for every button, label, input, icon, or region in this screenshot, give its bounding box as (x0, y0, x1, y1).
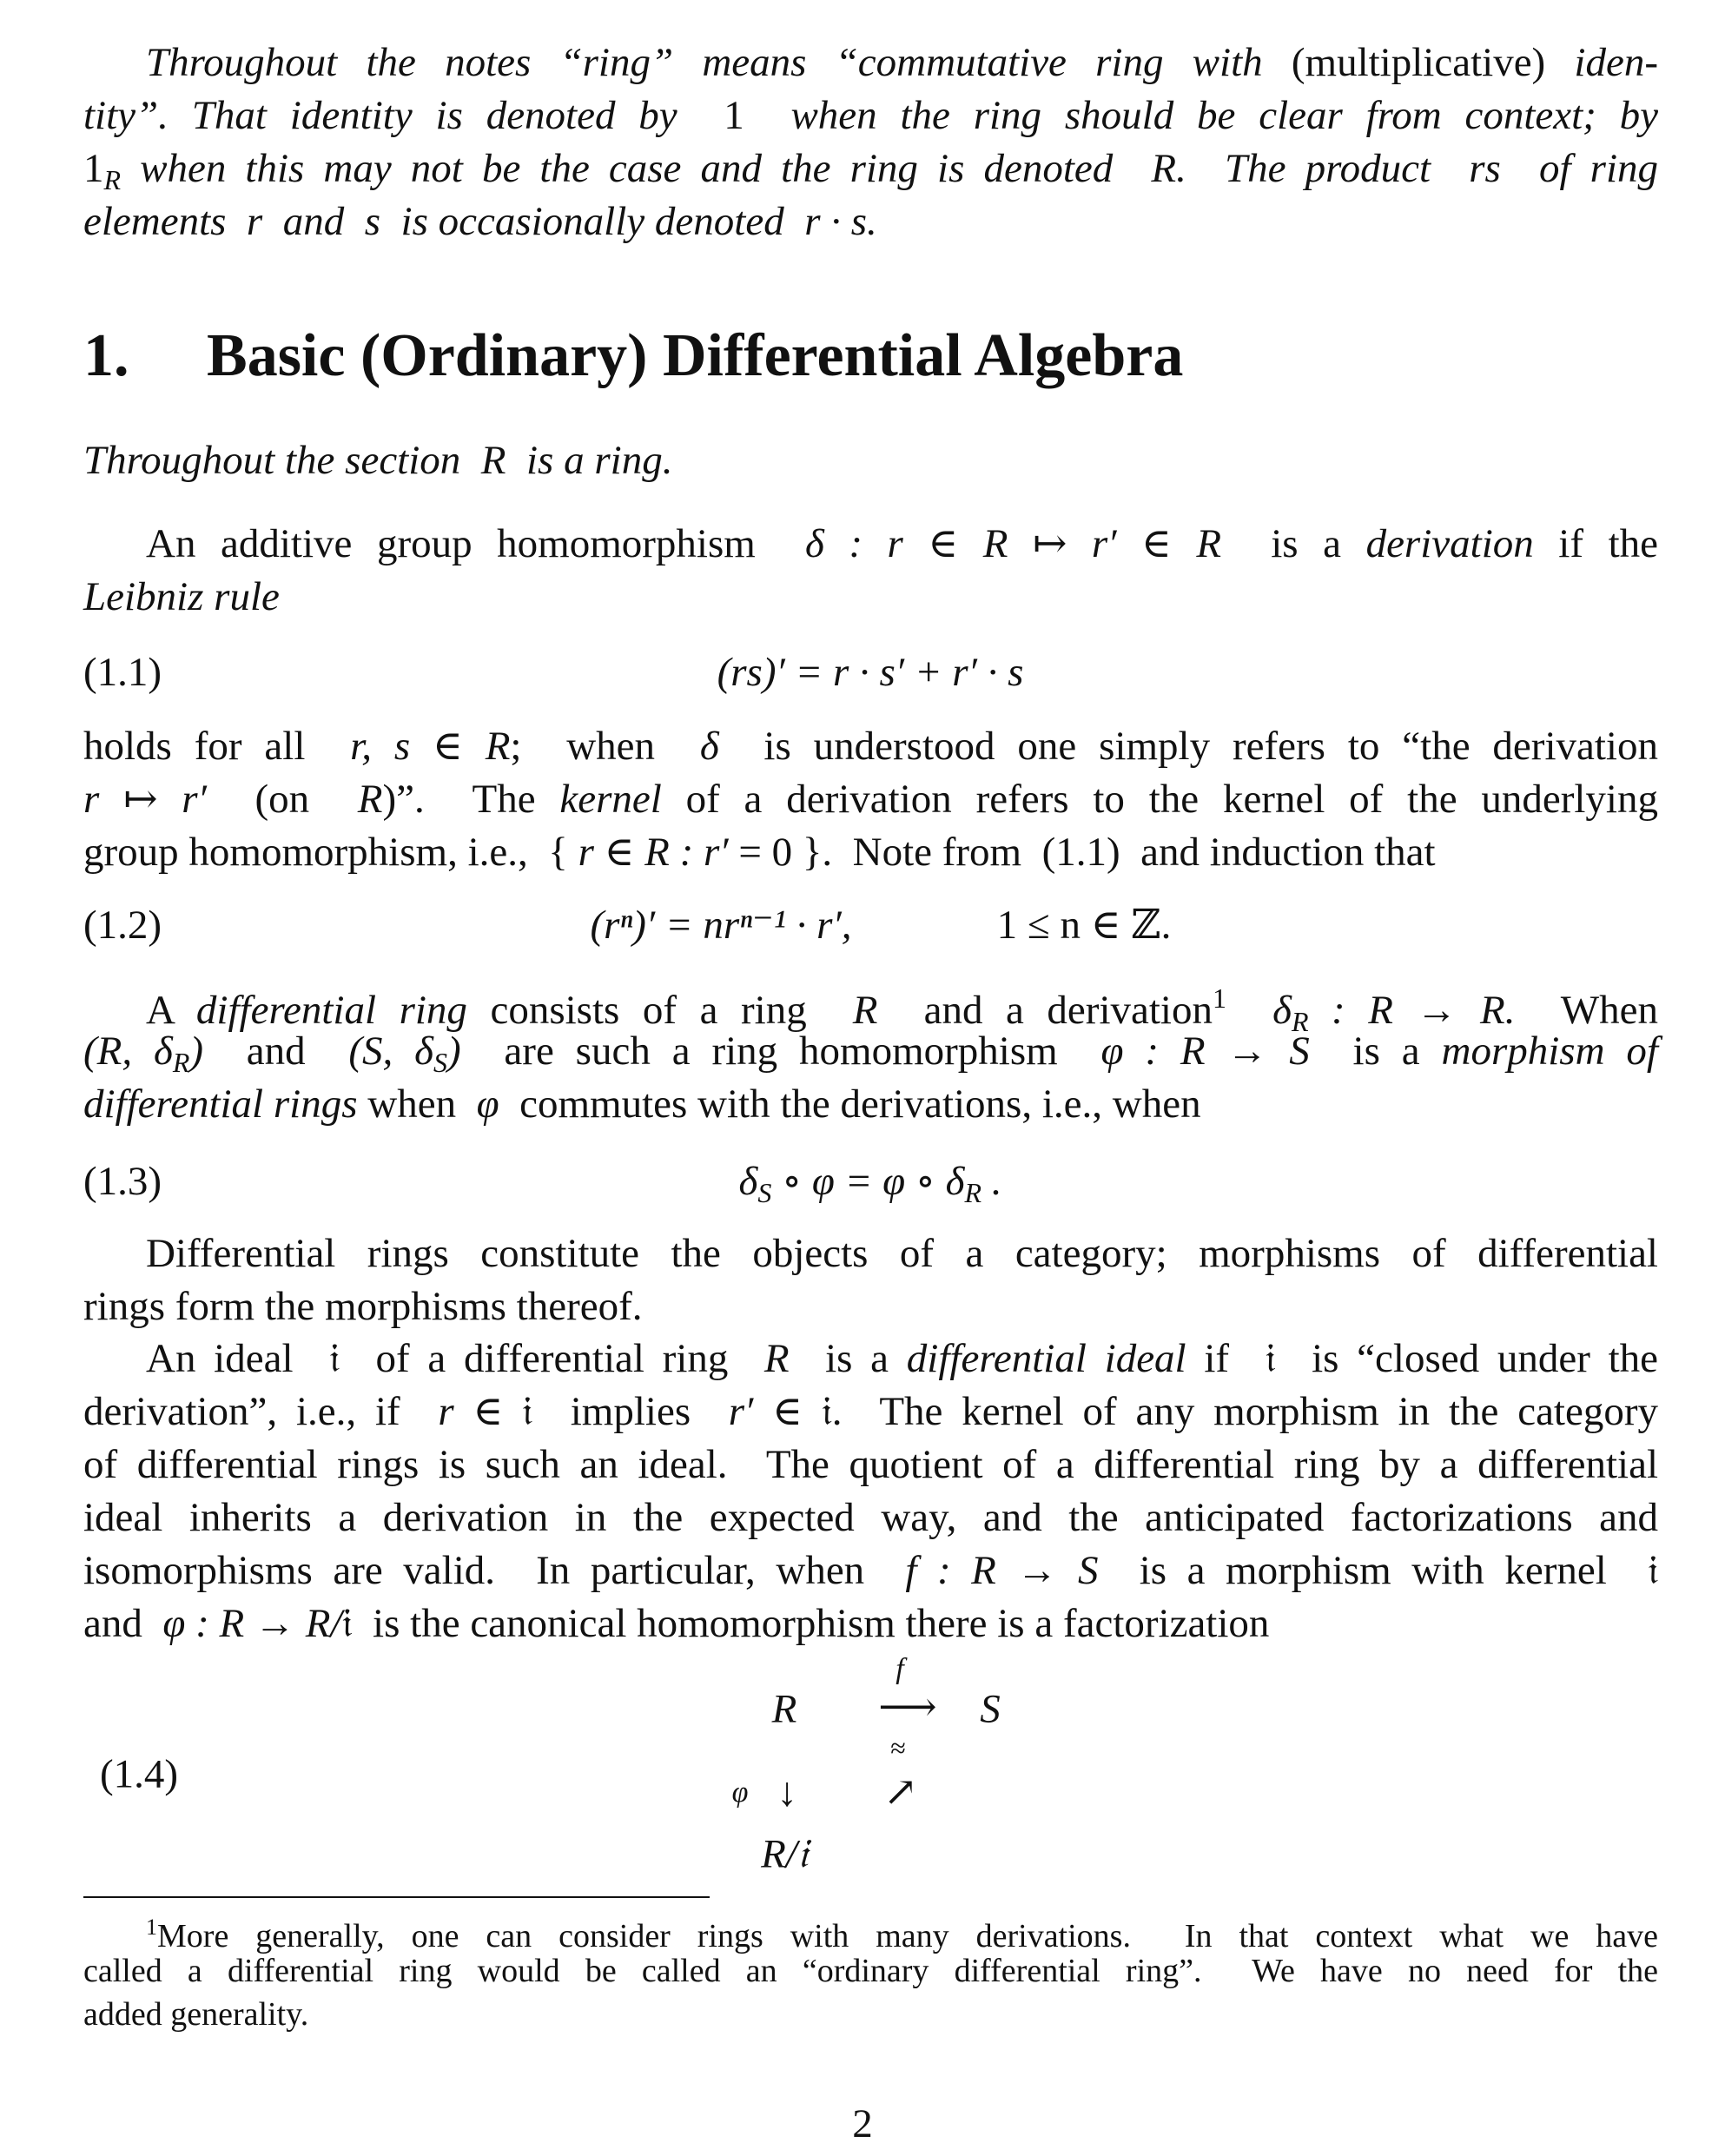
equation-1-2: (rⁿ)′ = nrⁿ⁻¹ · r′, (590, 903, 852, 948)
text-segment: when (357, 1081, 477, 1127)
text-segment: (on (206, 777, 358, 822)
math-expression: (S, δ (348, 1028, 434, 1074)
equation-1-2-condition: 1 ≤ n ∈ ℤ. (996, 903, 1172, 948)
text-segment: of differential rings is such an ideal. The quotient of a differential ring by a differential (83, 1442, 1658, 1487)
section-intro (83, 434, 1658, 487)
diagram-arrow-label-phi: φ (731, 1776, 749, 1809)
math-expression: r, s ∈ R (350, 724, 511, 769)
text-segment: R (103, 164, 122, 195)
text-segment: = 0 }. Note from (1.1) and induction that (728, 830, 1436, 875)
text-line (83, 195, 1658, 248)
text-segment: are such a ring homomorphism (460, 1028, 1101, 1074)
text-line (83, 1438, 1658, 1491)
text-segment: S (433, 1047, 448, 1078)
math-expression: R (852, 988, 878, 1033)
text-segment: if 𝔦 is “closed under the (1186, 1336, 1659, 1381)
text-segment: An ideal 𝔦 of a differential ring (146, 1336, 764, 1381)
right-arrow-icon: ⟶ (878, 1684, 937, 1730)
footnote-rule (83, 1896, 710, 1898)
text-segment: is understood one simply refers to “the derivation (718, 724, 1658, 769)
equation-1-3: $\delta_S$ ∘ φ = φ ∘ $\delta_R$ . (738, 1159, 1002, 1208)
text-line (83, 571, 1658, 624)
text-segment: kernel (559, 777, 662, 822)
opening-paragraph (83, 36, 1658, 248)
text-segment: Throughout the notes “ring” means “commutative ring with (146, 40, 1292, 85)
text-line (83, 434, 1658, 487)
math-expression: : R → R. (1308, 988, 1516, 1033)
text-line (83, 1993, 1658, 2036)
text-segment: tity”. That identity is denoted by (83, 93, 701, 138)
text-line (83, 1597, 1658, 1650)
text-segment: and (83, 1601, 163, 1646)
text-segment: ∈ 𝔦. The kernel of any morphism in the category (753, 1389, 1658, 1434)
text-segment: is a (1221, 521, 1366, 566)
text-segment: consists of a ring (466, 988, 853, 1033)
footnote-marker: 1 (146, 1915, 157, 1940)
text-segment: ∈ 𝔦 implies (453, 1389, 729, 1434)
derivation-definition (83, 518, 1658, 624)
text-segment: differential ring (195, 988, 467, 1033)
text-segment: differential ideal (906, 1336, 1186, 1381)
text-segment: morphism of (1441, 1028, 1658, 1074)
text-segment: 1 (83, 146, 104, 191)
text-segment: 1 (700, 93, 768, 138)
text-segment: is a morphism with kernel 𝔦 (1098, 1548, 1658, 1593)
page-number: 2 (852, 2101, 873, 2146)
text-line (83, 89, 1658, 142)
footnote-marker: 1 (1212, 982, 1226, 1014)
isomorphism-symbol: ≈ (890, 1732, 906, 1763)
math-expression: r ∈ R : r′ (578, 830, 729, 875)
equation-1-1: (rs)′ = r · s′ + r′ · s (717, 650, 1024, 695)
math-expression: r (438, 1389, 454, 1434)
differential-ideal-paragraph (83, 1333, 1658, 1650)
section-title: Basic (Ordinary) Differential Algebra (207, 322, 1184, 389)
down-arrow-icon: ↓ (777, 1769, 797, 1815)
text-segment: of a derivation refers to the kernel of the underlying (661, 777, 1658, 822)
section-number: 1. (83, 322, 129, 389)
equation-label-1-2: (1.2) (83, 903, 162, 948)
text-line (83, 1078, 1658, 1131)
text-line (83, 1025, 1658, 1078)
category-paragraph (83, 1227, 1658, 1333)
text-segment: A (146, 988, 196, 1033)
text-line (83, 36, 1658, 89)
math-expression: δ (1226, 988, 1292, 1033)
text-line (83, 1227, 1658, 1280)
kernel-paragraph (83, 720, 1658, 879)
math-expression: δ (699, 724, 719, 769)
diagram-arrow-label-f: f (896, 1653, 904, 1685)
text-segment: isomorphisms are valid. In particular, when (83, 1548, 906, 1593)
text-line (83, 720, 1658, 773)
text-segment: Leibniz rule (83, 574, 280, 619)
equation-label-1-1: (1.1) (83, 650, 162, 695)
text-segment: An additive group homomorphism (146, 521, 805, 566)
text-line (83, 773, 1658, 826)
text-segment: (multiplicative) (1291, 40, 1575, 85)
math-expression: R (763, 1336, 790, 1381)
section-heading (83, 320, 1183, 393)
text-segment: if the (1533, 521, 1658, 566)
text-line (83, 1491, 1658, 1544)
text-segment: commutes with the derivations, i.e., when (499, 1081, 1201, 1127)
text-line (83, 1949, 1658, 1993)
text-segment: ideal inherits a derivation in the expected way, and the anticipated factorizations and (83, 1495, 1658, 1540)
text-line (83, 518, 1658, 571)
diagram-node-quotient: R/𝔦 (761, 1831, 808, 1877)
text-line (83, 1333, 1658, 1386)
diagram-node-s: S (980, 1686, 1001, 1732)
equation-label-1-3: (1.3) (83, 1159, 162, 1204)
math-expression: φ : R → S (1100, 1028, 1310, 1074)
text-segment: when the ring should be clear from context; by (767, 93, 1659, 138)
text-line (83, 1386, 1658, 1438)
text-segment: )”. The (382, 777, 560, 822)
text-segment: holds for all (83, 724, 351, 769)
math-expression: δ : r ∈ R ↦ r′ ∈ R (804, 521, 1222, 566)
math-expression: φ : R → R/ (162, 1601, 342, 1646)
text-line (83, 826, 1658, 879)
text-segment: 𝔦 is the canonical homomorphism there is a factorization (341, 1601, 1270, 1646)
text-segment: More generally, one can consider rings with many derivations. In that context what we have (157, 1918, 1658, 1954)
text-line (83, 972, 1658, 1037)
text-line (83, 1280, 1658, 1333)
text-segment: R (172, 1047, 190, 1078)
text-segment: called a differential ring would be called an “ordinary differential ring”. We have no need for the (83, 1953, 1658, 1989)
math-expression: φ (476, 1081, 499, 1127)
text-segment: is a (789, 1336, 907, 1381)
math-expression: ) (189, 1028, 204, 1074)
text-segment: When (1515, 988, 1658, 1033)
text-line (83, 142, 1658, 195)
differential-ring-paragraph (83, 972, 1658, 1131)
text-segment: derivation (1365, 521, 1534, 566)
math-expression: r′ (728, 1389, 754, 1434)
text-segment: differential rings (83, 1081, 358, 1127)
math-expression: r ↦ r′ (83, 777, 207, 822)
text-segment: and (203, 1028, 349, 1074)
text-line (83, 1544, 1658, 1597)
math-expression: f : R → S (905, 1548, 1099, 1593)
math-expression: ) (447, 1028, 461, 1074)
text-segment: ; when (510, 724, 700, 769)
text-segment: rings form the morphisms thereof. (83, 1284, 643, 1329)
math-expression: R (357, 777, 383, 822)
diagonal-arrow-icon: ↗ (883, 1769, 918, 1815)
footnote (83, 1906, 1658, 2036)
diagram-node-r: R (771, 1686, 797, 1732)
math-expression: (R, δ (83, 1028, 173, 1074)
text-segment: Differential rings constitute the objects of a category; morphisms of differential (146, 1231, 1658, 1276)
text-segment: iden- (1574, 40, 1658, 85)
text-segment: is a (1309, 1028, 1442, 1074)
equation-label-1-4: (1.4) (99, 1751, 179, 1797)
text-segment: and a derivation (877, 988, 1213, 1033)
text-segment: group homomorphism, i.e., { (83, 830, 578, 875)
text-segment: elements r and s is occasionally denoted r · s. (83, 199, 877, 244)
text-line (83, 1906, 1658, 1954)
text-segment: R (1291, 1006, 1309, 1037)
text-segment: when this may not be the case and the ring is denoted R. The product rs of ring (121, 146, 1658, 191)
text-segment: Throughout the section R is a ring. (83, 438, 673, 483)
text-segment: derivation”, i.e., if (83, 1389, 439, 1434)
text-segment: added generality. (83, 1996, 309, 2033)
